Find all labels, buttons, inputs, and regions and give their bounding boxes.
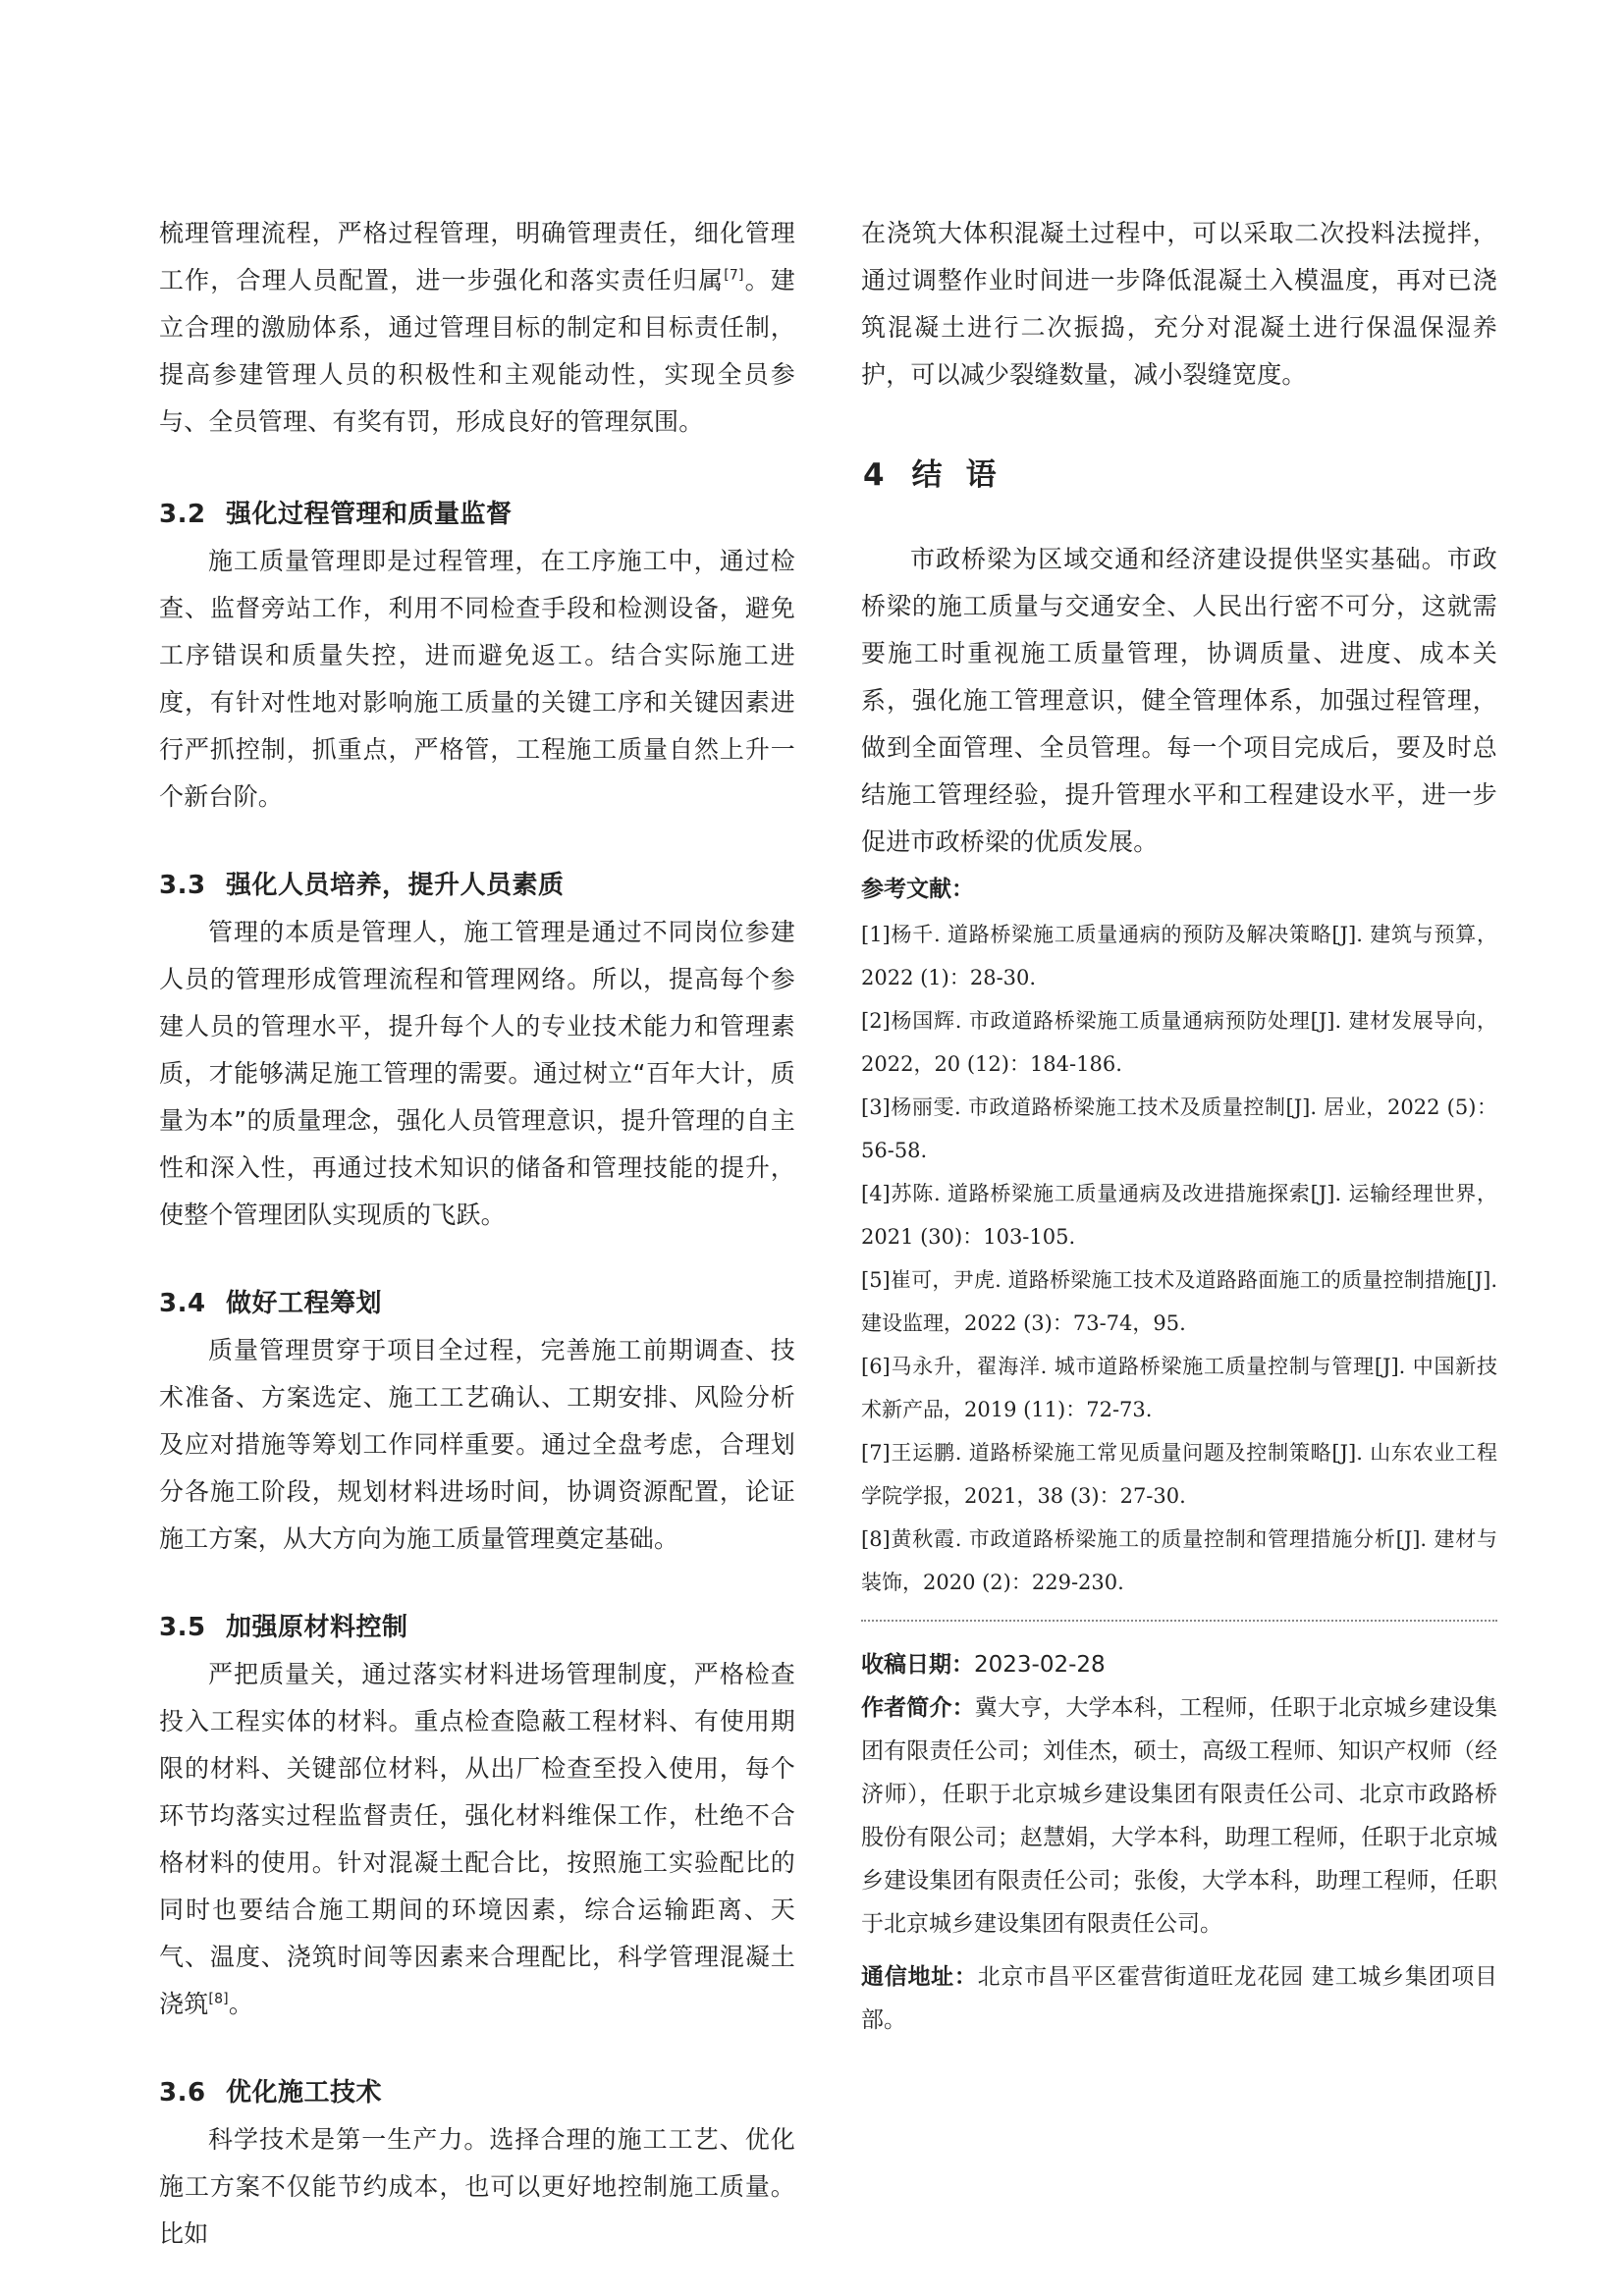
- author-bio: [861, 1686, 1497, 1946]
- section-3-3-text: 管理的本质是管理人，施工管理是通过不同岗位参建人员的管理形成管理流程和管理网络。所以，提高每个参建人员的管理水平，提升每个人的专业技术能力和管理素质，才能够满足施工管理的需要。通过树立“百年大计，质量为本”的质量理念，强化人员管理意识，提升管理的自主性和深入性，再通过技术知识的储备和管理技能的提升，使整个管理团队实现质的飞跃。: [159, 918, 795, 1229]
- citation-7: [7]: [724, 267, 744, 284]
- received-value: 2023-02-28: [974, 1652, 1106, 1678]
- dotted-divider: [861, 1620, 1497, 1622]
- received-label: 收稿日期：: [861, 1652, 974, 1678]
- address-value: 北京市昌平区霍营街道旺龙花园 建工城乡集团项目部。: [861, 1964, 1498, 2033]
- section-3-2-heading: [159, 491, 795, 538]
- citation-8: [8]: [208, 1991, 229, 2007]
- section-3-4-heading: [159, 1280, 795, 1327]
- section-3-2-text: 施工质量管理即是过程管理，在工序施工中，通过检查、监督旁站工作，利用不同检查手段和检测设备，避免工序错误和质量失控，进而避免返工。结合实际施工进度，有针对性地对影响施工质量的关键工序和关键因素进行严抓控制，抓重点，严格管，工程施工质量自然上升一个新台阶。: [159, 547, 795, 811]
- section-title: 优化施工技术: [226, 2078, 383, 2108]
- reference-item: [2]杨国辉. 市政道路桥梁施工质量通病预防处理[J]. 建材发展导向，2022，20 (12)：184-186.: [861, 1009, 1497, 1076]
- reference-item: [1]杨千. 道路桥梁施工质量通病的预防及解决策略[J]. 建筑与预算，2022 (1)：28-30.: [861, 923, 1497, 989]
- reference-item: [5]崔可，尹虎. 道路桥梁施工技术及道路路面施工的质量控制措施[J]. 建设监理，2022 (3)：73-74，95.: [861, 1268, 1497, 1335]
- section-number: 3.2: [159, 500, 206, 529]
- address-label: 通信地址：: [861, 1964, 978, 1990]
- conclusion-text: 市政桥梁为区域交通和经济建设提供坚实基础。市政桥梁的施工质量与交通安全、人民出行密不可分，这就需要施工时重视施工质量管理，协调质量、进度、成本关系，强化施工管理意识，健全管理体系，加强过程管理，做到全面管理、全员管理。每一个项目完成后，要及时总结施工管理经验，提升管理水平和工程建设水平，进一步促进市政桥梁的优质发展。: [861, 545, 1497, 856]
- reference-item: [7]王运鹏. 道路桥梁施工常见质量问题及控制策略[J]. 山东农业工程学院学报，2021，38 (3)：27-30.: [861, 1441, 1497, 1508]
- mailing-address: [861, 1955, 1497, 2042]
- section-number: 3.3: [159, 871, 206, 900]
- section-number: 3.6: [159, 2078, 206, 2108]
- section-title: 加强原材料控制: [226, 1613, 408, 1642]
- section-3-5-text: [159, 1651, 795, 2028]
- section-3-6-text: 科学技术是第一生产力。选择合理的施工工艺、优化施工方案不仅能节约成本，也可以更好地控制施工质量。比如: [159, 2125, 795, 2248]
- section-3-3-heading: [159, 862, 795, 909]
- section-number: 4: [863, 457, 887, 493]
- author-value: 冀大亨，大学本科，工程师，任职于北京城乡建设集团有限责任公司；刘佳杰，硕士，高级工程师、知识产权师（经济师），任职于北京城乡建设集团有限责任公司、北京市政路桥股份有限公司；赵慧娟，大学本科，助理工程师，任职于北京城乡建设集团有限责任公司；张俊，大学本科，助理工程师，任职于北京城乡建设集团有限责任公司。: [861, 1695, 1498, 1937]
- section-title: 强化人员培养，提升人员素质: [226, 871, 565, 900]
- intro-text-2: 。建立合理的激励体系，通过管理目标的制定和目标责任制，提高参建管理人员的积极性和主观能动性，实现全员参与、全员管理、有奖有罚，形成良好的管理氛围。: [159, 266, 795, 436]
- intro-paragraph: [159, 210, 795, 446]
- section-title: 做好工程筹划: [226, 1289, 383, 1318]
- author-label: 作者简介：: [861, 1695, 975, 1721]
- section-number: 3.4: [159, 1289, 206, 1318]
- received-date: [861, 1643, 1497, 1686]
- section-number: 3.5: [159, 1613, 206, 1642]
- intro-text-1: 梳理管理流程，严格过程管理，明确管理责任，细化管理工作，合理人员配置，进一步强化和落实责任归属: [159, 219, 795, 294]
- references-heading: 参考文献：: [861, 877, 974, 902]
- section-title: 强化过程管理和质量监督: [226, 500, 513, 529]
- reference-list: [861, 913, 1497, 1604]
- section-3-5-text-1: 严把质量关，通过落实材料进场管理制度，严格检查投入工程实体的材料。重点检查隐蔽工程材料、有使用期限的材料、关键部位材料，从出厂检查至投入使用，每个环节均落实过程监督责任，强化材料维保工作，杜绝不合格材料的使用。针对混凝土配合比，按照施工实验配比的同时也要结合施工期间的环境因素，综合运输距离、天气、温度、浇筑时间等因素来合理配比，科学管理混凝土浇筑: [159, 1660, 795, 2018]
- section-3-4-text: 质量管理贯穿于项目全过程，完善施工前期调查、技术准备、方案选定、施工工艺确认、工期安排、风险分析及应对措施等筹划工作同样重要。通过全盘考虑，合理划分各施工阶段，规划材料进场时间，协调资源配置，论证施工方案，从大方向为施工质量管理奠定基础。: [159, 1336, 795, 1553]
- section-3-5-text-2: 。: [228, 1990, 254, 2018]
- reference-item: [3]杨丽雯. 市政道路桥梁施工技术及质量控制[J]. 居业，2022 (5)：56-58.: [861, 1095, 1497, 1162]
- section-4-heading: [863, 448, 1497, 503]
- section-title-char-2: 语: [965, 457, 999, 493]
- section-3-6-heading: [159, 2069, 795, 2116]
- continued-paragraph: 在浇筑大体积混凝土过程中，可以采取二次投料法搅拌，通过调整作业时间进一步降低混凝土入模温度，再对已浇筑混凝土进行二次振捣，充分对混凝土进行保温保湿养护，可以减少裂缝数量，减小裂缝宽度。: [861, 219, 1497, 389]
- reference-item: [4]苏陈. 道路桥梁施工质量通病及改进措施探索[J]. 运输经理世界，2021 (30)：103-105.: [861, 1182, 1497, 1249]
- reference-item: [8]黄秋霞. 市政道路桥梁施工的质量控制和管理措施分析[J]. 建材与装饰，2020 (2)：229-230.: [861, 1527, 1497, 1594]
- section-3-5-heading: [159, 1604, 795, 1651]
- section-title-char-1: 结: [911, 457, 945, 493]
- right-column: [861, 210, 1497, 2042]
- reference-item: [6]马永升，翟海洋. 城市道路桥梁施工质量控制与管理[J]. 中国新技术新产品，2019 (11)：72-73.: [861, 1355, 1497, 1421]
- left-column: [159, 210, 795, 2258]
